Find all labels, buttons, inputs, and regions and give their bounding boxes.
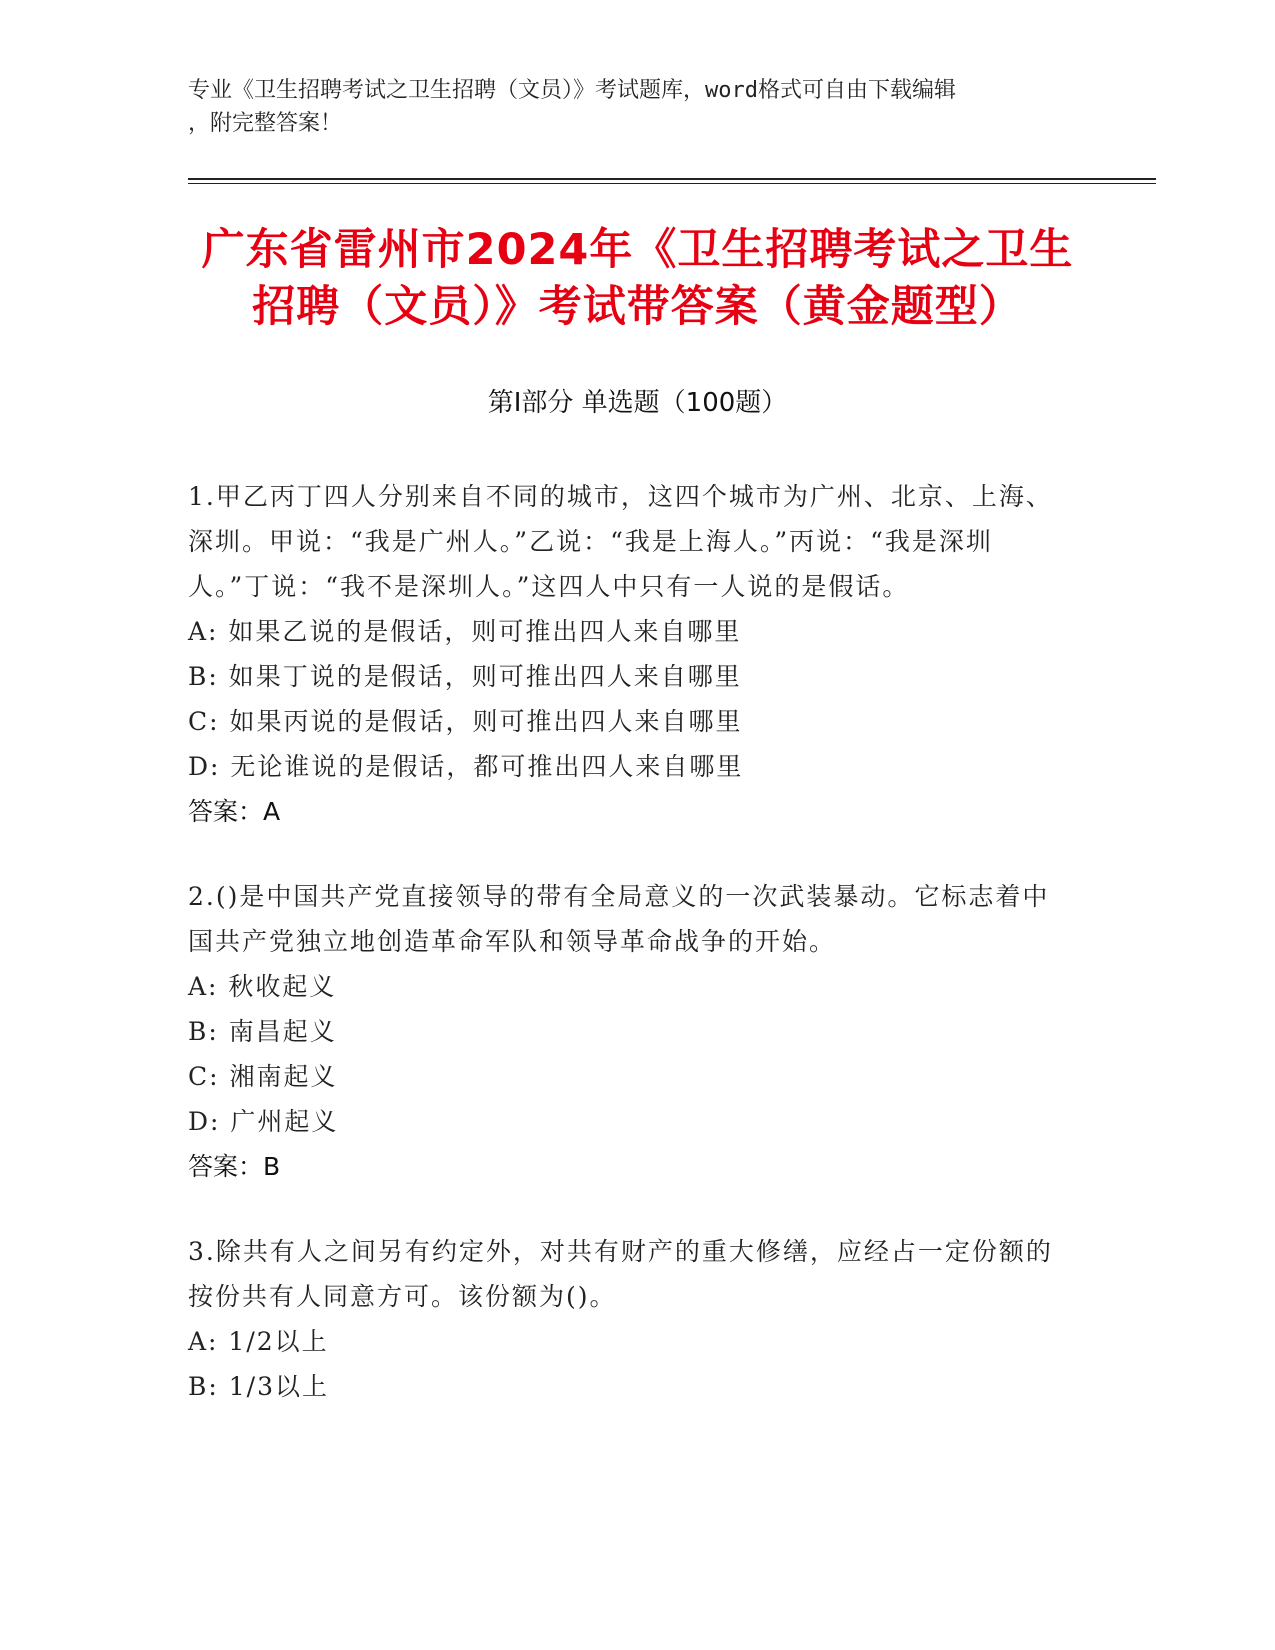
question-stem: 2.()是中国共产党直接领导的带有全局意义的一次武装暴动。它标志着中国共产党独立地创造革命军队和领导革命战争的开始。: [188, 882, 1050, 956]
question-1: [188, 474, 1068, 834]
answer: 答案：B: [188, 1152, 281, 1181]
option-b: B: 如果丁说的是假话，则可推出四人来自哪里: [188, 662, 742, 691]
option-c: C: 湘南起义: [188, 1062, 338, 1091]
question-stem: 3.除共有人之间另有约定外，对共有财产的重大修缮，应经占一定份额的按份共有人同意方可。该份额为()。: [188, 1237, 1053, 1311]
section-title: 第Ⅰ部分 单选题（100题）: [487, 388, 788, 418]
option-b: B: 1/3以上: [188, 1372, 329, 1401]
question-2: [188, 874, 1068, 1189]
document-title: [180, 222, 1095, 336]
option-a: A: 如果乙说的是假话，则可推出四人来自哪里: [188, 617, 742, 646]
option-a: A: 1/2以上: [188, 1327, 329, 1356]
question-3: [188, 1229, 1068, 1409]
header-divider-thick: [188, 178, 1156, 180]
option-a: A: 秋收起义: [188, 972, 337, 1001]
option-b: B: 南昌起义: [188, 1017, 337, 1046]
question-list: [188, 474, 1068, 1449]
title-line-1: 广东省雷州市2024年《卫生招聘考试之卫生: [201, 225, 1074, 275]
option-c: C: 如果丙说的是假话，则可推出四人来自哪里: [188, 707, 743, 736]
header-divider-thin: [188, 183, 1156, 184]
title-line-2: 招聘（文员）》考试带答案（黄金题型）: [252, 282, 1023, 332]
header-line-1: 专业《卫生招聘考试之卫生招聘（文员）》考试题库，word格式可自由下载编辑: [188, 78, 956, 103]
document-header: [188, 74, 1088, 140]
question-stem: 1.甲乙丙丁四人分别来自不同的城市，这四个城市为广州、北京、上海、深圳。甲说：“我是广州人。”乙说：“我是上海人。”丙说：“我是深圳人。”丁说：“我不是深圳人。”这四人中只有一人说的是假话。: [188, 482, 1053, 601]
option-d: D: 无论谁说的是假话，都可推出四人来自哪里: [188, 752, 744, 781]
header-line-2: ，附完整答案！: [188, 111, 343, 136]
option-d: D: 广州起义: [188, 1107, 339, 1136]
answer: 答案：A: [188, 797, 281, 826]
